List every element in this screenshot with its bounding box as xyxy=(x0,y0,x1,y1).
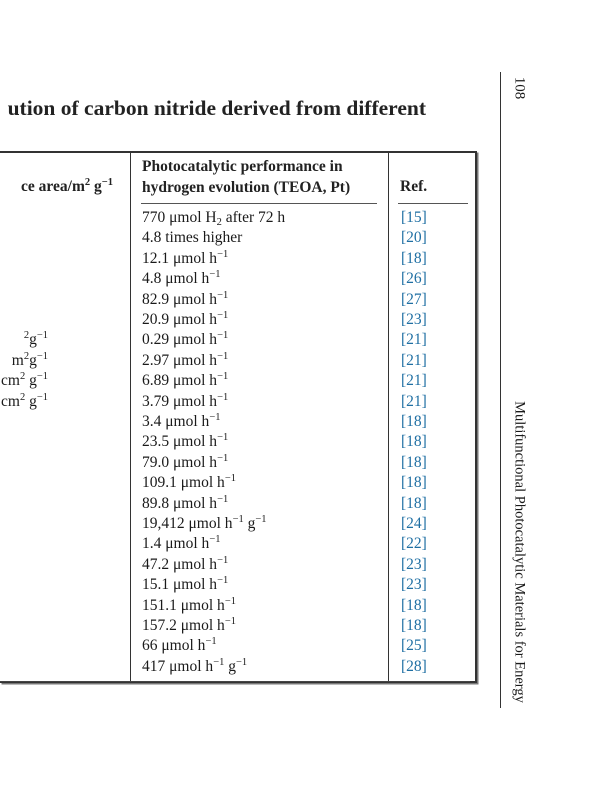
column-divider-right xyxy=(388,153,389,681)
performance-value: 417 μmol h xyxy=(142,657,214,675)
area-superscript: 2 xyxy=(19,391,26,403)
performance-cell xyxy=(142,290,228,311)
performance-cell xyxy=(142,453,228,474)
unit-superscript: −1 xyxy=(205,636,217,648)
unit-superscript: −1 xyxy=(217,371,229,383)
performance-cell xyxy=(142,330,228,351)
unit-superscript: −1 xyxy=(232,514,244,525)
unit-superscript: −1 xyxy=(209,269,221,281)
performance-cell xyxy=(142,494,228,515)
header-separator-perf xyxy=(141,203,377,204)
performance-cell xyxy=(142,208,285,229)
performance-cell xyxy=(142,596,236,617)
performance-cell xyxy=(142,534,220,555)
reference-link[interactable]: [25] xyxy=(401,637,427,655)
performance-value: 109.1 μmol h xyxy=(142,474,225,492)
performance-value: 157.2 μmol h xyxy=(142,617,225,634)
unit-superscript: −1 xyxy=(224,473,236,485)
unit-superscript: −1 xyxy=(217,330,229,342)
unit-superscript: −1 xyxy=(217,350,229,362)
reference-link[interactable]: [21] xyxy=(401,372,427,390)
unit-superscript: −1 xyxy=(209,534,221,546)
header-surface-area xyxy=(21,176,113,197)
reference-link[interactable]: [22] xyxy=(401,535,427,553)
performance-cell xyxy=(142,269,220,290)
unit-superscript: −1 xyxy=(217,248,229,260)
reference-link[interactable]: [18] xyxy=(401,617,427,634)
unit-superscript: −1 xyxy=(217,432,229,444)
running-head: Multifunctional Photocatalytic Materials for Energy xyxy=(511,401,528,703)
performance-cell xyxy=(142,636,217,657)
performance-value: 6.89 μmol h xyxy=(142,372,218,390)
reference-link[interactable]: [18] xyxy=(401,474,427,492)
reference-link[interactable]: [28] xyxy=(401,657,427,675)
area-unit: g xyxy=(25,392,37,410)
area-superscript-2: −1 xyxy=(36,371,48,383)
performance-value: 20.9 μmol h xyxy=(142,311,218,328)
column-divider-left xyxy=(130,153,131,681)
performance-cell xyxy=(142,412,220,433)
performance-value: 770 μmol H xyxy=(142,209,217,226)
area-superscript-2: −1 xyxy=(36,330,48,342)
performance-rest: after 72 h xyxy=(221,209,286,226)
performance-value: 82.9 μmol h xyxy=(142,290,218,308)
area-superscript: 2 xyxy=(23,330,30,342)
area-superscript-2: −1 xyxy=(36,391,48,403)
performance-cell xyxy=(142,392,228,413)
header-area-sup2: −1 xyxy=(101,177,113,188)
area-unit: g xyxy=(25,372,37,390)
performance-cell xyxy=(142,657,247,678)
reference-link[interactable]: [18] xyxy=(401,494,427,512)
performance-subscript: 2 xyxy=(216,217,222,228)
performance-cell xyxy=(142,555,228,576)
header-area-text: ce area/m xyxy=(21,178,85,195)
unit-superscript: −1 xyxy=(217,289,229,301)
performance-cell xyxy=(142,310,228,331)
performance-value: 0.29 μmol h xyxy=(142,331,218,349)
performance-value: 151.1 μmol h xyxy=(142,596,225,614)
reference-link[interactable]: [18] xyxy=(401,413,427,430)
performance-value: 89.8 μmol h xyxy=(142,494,218,512)
surface-area-cell xyxy=(1,392,48,413)
performance-value: 2.97 μmol h xyxy=(142,351,218,369)
reference-link[interactable]: [23] xyxy=(401,311,427,328)
performance-cell xyxy=(142,228,242,249)
performance-value: 19,412 μmol h xyxy=(142,515,233,532)
reference-link[interactable]: [24] xyxy=(401,515,427,532)
reference-link[interactable]: [18] xyxy=(401,596,427,614)
performance-cell xyxy=(142,514,267,535)
area-value: cm xyxy=(1,392,20,410)
surface-area-cell xyxy=(1,371,48,392)
header-separator-ref xyxy=(398,203,468,204)
performance-value: 12.1 μmol h xyxy=(142,249,218,267)
page-margin-rule xyxy=(500,72,501,708)
data-table xyxy=(0,151,477,683)
performance-value: 4.8 times higher xyxy=(142,229,243,247)
area-unit: g xyxy=(29,351,37,369)
area-superscript: 2 xyxy=(23,350,30,362)
unit-superscript: −1 xyxy=(217,310,229,321)
reference-link[interactable]: [15] xyxy=(401,209,427,226)
area-superscript-2: −1 xyxy=(36,350,48,362)
performance-cell xyxy=(142,575,228,596)
unit-superscript: −1 xyxy=(217,493,229,505)
unit-superscript: −1 xyxy=(217,554,229,566)
performance-value: 4.8 μmol h xyxy=(142,270,210,288)
unit-superscript-2: −1 xyxy=(255,514,267,525)
performance-cell xyxy=(142,432,228,453)
performance-cell xyxy=(142,371,228,392)
reference-link[interactable]: [18] xyxy=(401,249,427,267)
reference-link[interactable]: [21] xyxy=(401,331,427,349)
reference-link[interactable]: [18] xyxy=(401,453,427,471)
header-ref: Ref. xyxy=(400,178,428,195)
unit-rest: g xyxy=(224,657,236,675)
area-value: m xyxy=(11,351,24,369)
unit-superscript: −1 xyxy=(224,595,236,607)
performance-value: 15.1 μmol h xyxy=(142,576,218,594)
reference-link[interactable]: [23] xyxy=(401,576,427,594)
reference-link[interactable]: [21] xyxy=(401,351,427,369)
unit-superscript: −1 xyxy=(213,656,225,668)
performance-cell xyxy=(142,616,236,637)
reference-link[interactable]: [26] xyxy=(401,270,427,288)
performance-cell xyxy=(142,249,228,270)
reference-link[interactable]: [20] xyxy=(401,229,427,247)
header-performance-line2: hydrogen evolution (TEOA, Pt) xyxy=(142,179,351,196)
unit-superscript: −1 xyxy=(209,412,221,423)
reference-link[interactable]: [23] xyxy=(401,555,427,573)
header-performance-line1: Photocatalytic performance in xyxy=(142,158,343,175)
header-area-mid: g xyxy=(90,178,102,195)
unit-superscript: −1 xyxy=(217,452,229,464)
area-superscript: 2 xyxy=(19,371,26,383)
header-separator-area xyxy=(0,203,130,204)
performance-value: 3.79 μmol h xyxy=(142,392,218,410)
unit-superscript: −1 xyxy=(217,575,229,587)
performance-value: 66 μmol h xyxy=(142,637,206,655)
surface-area-cell xyxy=(12,351,48,372)
page-number: 108 xyxy=(511,76,528,100)
unit-superscript: −1 xyxy=(217,391,229,403)
performance-value: 47.2 μmol h xyxy=(142,555,218,573)
performance-value: 1.4 μmol h xyxy=(142,535,210,553)
reference-link[interactable]: [18] xyxy=(401,433,427,451)
header-area-sup1: 2 xyxy=(84,177,91,188)
unit-superscript-2: −1 xyxy=(235,656,248,668)
reference-link[interactable]: [21] xyxy=(401,392,427,410)
unit-rest: g xyxy=(243,515,256,532)
table-caption: ution of carbon nitride derived from different xyxy=(7,96,426,120)
area-unit: g xyxy=(29,331,37,349)
bottom-rule xyxy=(0,681,470,682)
performance-value: 3.4 μmol h xyxy=(142,413,210,430)
performance-value: 23.5 μmol h xyxy=(142,433,218,451)
surface-area-cell xyxy=(24,330,48,351)
area-value: cm xyxy=(1,372,20,390)
unit-superscript: −1 xyxy=(224,616,236,627)
header-performance xyxy=(142,156,350,198)
performance-value: 79.0 μmol h xyxy=(142,453,218,471)
reference-link[interactable]: [27] xyxy=(401,290,427,308)
performance-cell xyxy=(142,351,228,372)
performance-cell xyxy=(142,473,236,494)
